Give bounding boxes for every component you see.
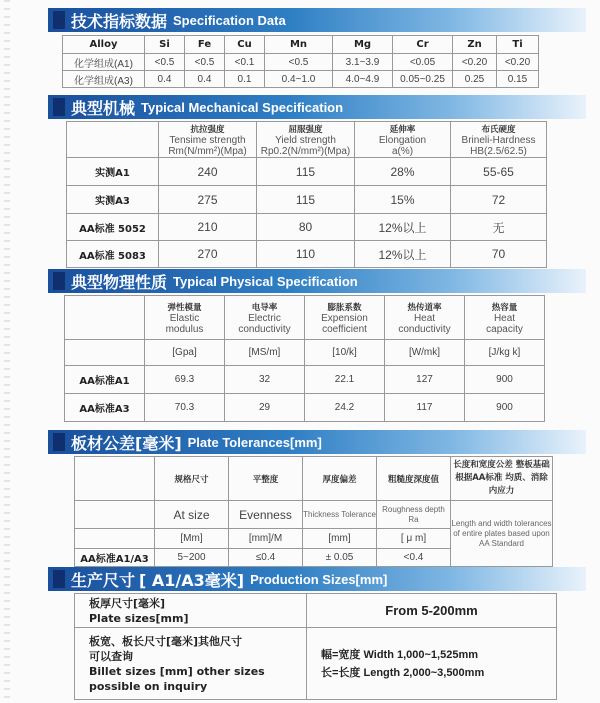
mech-banner [48, 95, 586, 119]
mech-cell: 110 [257, 241, 355, 268]
spec-cell: 4.0~4.9 [333, 71, 393, 88]
phys-cell: 69.3 [145, 366, 225, 394]
header-en: Heat [493, 312, 516, 324]
spec-cell: 0.15 [497, 71, 539, 88]
tol-cell: 5~200 [155, 549, 229, 567]
mech-header-row [67, 122, 547, 158]
phys-cell: 117 [385, 394, 465, 422]
spec-cell: 0.4 [185, 71, 225, 88]
plate-size-en: Plate sizes[mm] [89, 611, 189, 625]
spec-header-cell: Zn [453, 36, 497, 54]
table-row [63, 71, 539, 88]
phys-units-row [65, 340, 545, 366]
billet-size-cn-2: 可以查询 [89, 649, 133, 663]
header-en: Heat [413, 312, 436, 324]
spec-cell: 化学组成(A1) [63, 54, 145, 71]
spec-cell: <0.20 [497, 54, 539, 71]
spec-cell: <0.20 [453, 54, 497, 71]
header-cn: 热容量 [491, 302, 518, 313]
header-cn: 布氏硬度 [481, 124, 516, 135]
spec-table [62, 35, 539, 88]
section-marker [53, 98, 65, 116]
phys-title-cn: 典型物理性质 [71, 272, 168, 292]
mech-header-cell [159, 122, 257, 158]
row-label: 实测A1 [67, 158, 159, 186]
tol-corner [75, 529, 155, 549]
mech-title-cn: 典型机械 [71, 98, 136, 118]
phys-unit: [Gpa] [145, 340, 225, 366]
header-en: Rm(N/mm²)(Mpa) [168, 145, 247, 157]
header-en: capacity [486, 323, 523, 335]
header-cn: 长度和宽度公差 整板基础根据AA标准 均质、消除内应力 [453, 460, 550, 496]
header-en: Yield strength [275, 134, 336, 146]
header-en: conductivity [238, 323, 291, 335]
phys-unit: [W/mk] [385, 340, 465, 366]
plate-size-label [75, 594, 307, 628]
header-cn: 电导率 [251, 302, 278, 313]
spec-cell: <0.1 [225, 54, 265, 71]
row-label: AA标准 5083 [67, 241, 159, 268]
phys-unit: [J/kg k] [465, 340, 545, 366]
phys-header-cell [305, 296, 385, 340]
spec-cell: <0.5 [185, 54, 225, 71]
tol-header-en: Evenness [229, 501, 303, 529]
mech-cell: 115 [257, 158, 355, 186]
tol-header-cell [377, 457, 451, 501]
tol-header-cell [451, 457, 553, 501]
spec-header-cell: Mn [265, 36, 333, 54]
spec-title-en: Specification Data [173, 12, 286, 28]
table-row [65, 394, 545, 422]
billet-size-cn: 板宽、板长尺寸[毫米]其他尺寸 [89, 634, 243, 648]
row-label: AA标准A3 [65, 394, 145, 422]
header-en: Tensime strength [169, 134, 246, 146]
prod-title-en: Production Sizes[mm] [250, 571, 388, 587]
spec-header-cell: Ti [497, 36, 539, 54]
spec-cell: 0.4~1.0 [265, 71, 333, 88]
phys-table [64, 295, 545, 422]
billet-size-en-2: possible on inquiry [89, 679, 208, 693]
header-en: conductivity [398, 323, 451, 335]
tol-unit: [Mm] [155, 529, 229, 549]
tol-table [74, 456, 553, 567]
tol-cell: ± 0.05 [303, 549, 377, 567]
plate-size-value: From 5-200mm [307, 594, 557, 628]
mech-cell: 无 [451, 214, 547, 241]
header-cn: 厚度偏差 [322, 474, 357, 485]
mech-corner [67, 122, 159, 158]
mech-cell: 275 [159, 186, 257, 214]
mech-cell: 72 [451, 186, 547, 214]
prod-title-cn: 生产尺寸 [71, 570, 136, 590]
mech-cell: 210 [159, 214, 257, 241]
header-en: Brineli-Hardness [461, 134, 536, 146]
spec-header-cell: Si [145, 36, 185, 54]
tol-cell: <0.4 [377, 549, 451, 567]
phys-banner [48, 269, 586, 293]
phys-cell: 32 [225, 366, 305, 394]
tol-unit: [mm] [303, 529, 377, 549]
spec-header-cell: Fe [185, 36, 225, 54]
spec-cell: 3.1~3.9 [333, 54, 393, 71]
table-row [75, 594, 557, 628]
mech-header-cell [451, 122, 547, 158]
mech-cell: 115 [257, 186, 355, 214]
spec-cell: 0.05~0.25 [393, 71, 453, 88]
mech-cell: 270 [159, 241, 257, 268]
tol-unit: [ μ m] [377, 529, 451, 549]
phys-header-cell [225, 296, 305, 340]
mech-header-cell [257, 122, 355, 158]
section-marker [53, 272, 65, 290]
table-row [67, 214, 547, 241]
header-en: a(%) [391, 145, 414, 157]
header-cn: 规格尺寸 [174, 474, 209, 485]
section-marker [53, 11, 65, 29]
row-label: AA标准A1/A3 [75, 549, 155, 567]
phys-cell: 900 [465, 394, 545, 422]
billet-size-label [75, 628, 307, 700]
spec-cell: <0.5 [145, 54, 185, 71]
phys-corner [65, 340, 145, 366]
phys-corner [65, 296, 145, 340]
header-cn: 屈服强度 [288, 124, 323, 135]
spec-header-cell: Mg [333, 36, 393, 54]
spec-cell: 0.25 [453, 71, 497, 88]
tol-header-en: Roughness depth Ra [377, 501, 451, 529]
header-en: Elongation [378, 134, 427, 146]
tol-header-en: At size [155, 501, 229, 529]
mech-cell: 15% [355, 186, 451, 214]
table-row [67, 158, 547, 186]
row-label: 实测A3 [67, 186, 159, 214]
tol-corner [75, 457, 155, 501]
tol-header-cell [155, 457, 229, 501]
tol-cell: ≤0.4 [229, 549, 303, 567]
spec-cell: <0.5 [265, 54, 333, 71]
spec-header-cell: Cu [225, 36, 265, 54]
header-cn: 粗糙度深度值 [387, 474, 439, 485]
header-en: HB(2.5/62.5) [470, 145, 527, 157]
row-label: AA标准 5052 [67, 214, 159, 241]
page-edge-decoration [4, 0, 10, 703]
tol-title-en: Plate Tolerances[mm] [187, 434, 322, 450]
phys-cell: 24.2 [305, 394, 385, 422]
spec-cell: 化学组成(A3) [63, 71, 145, 88]
header-cn: 膨胀系数 [327, 302, 362, 313]
table-row [63, 54, 539, 71]
mech-header-cell [355, 122, 451, 158]
mech-cell: 28% [355, 158, 451, 186]
prod-banner [48, 567, 586, 591]
header-en: Expension [321, 312, 368, 324]
table-row [65, 366, 545, 394]
header-cn: 弹性模量 [167, 302, 202, 313]
prod-table [74, 593, 557, 700]
phys-unit: [MS/m] [225, 340, 305, 366]
spec-cell: 0.4 [145, 71, 185, 88]
mech-cell: 12%以上 [355, 241, 451, 268]
header-en: Electric [248, 312, 281, 324]
mech-cell: 12%以上 [355, 214, 451, 241]
mech-cell: 55-65 [451, 158, 547, 186]
phys-header-cell [385, 296, 465, 340]
tol-header-cell [229, 457, 303, 501]
tol-en-row [75, 501, 553, 529]
width-line: 幅=宽度 Width 1,000~1,525mm [321, 648, 479, 661]
phys-cell: 70.3 [145, 394, 225, 422]
phys-header-cell [145, 296, 225, 340]
spec-cell: 0.1 [225, 71, 265, 88]
phys-title-en: Typical Physical Specification [173, 273, 358, 289]
phys-cell: 900 [465, 366, 545, 394]
header-en: Elastic [169, 312, 200, 324]
tol-header-cell [303, 457, 377, 501]
phys-header-cell [465, 296, 545, 340]
spec-header-cell: Cr [393, 36, 453, 54]
header-en: modulus [165, 323, 204, 335]
header-cn: 延伸率 [389, 124, 416, 135]
spec-banner [48, 8, 586, 32]
spec-cell: <0.05 [393, 54, 453, 71]
mech-cell: 80 [257, 214, 355, 241]
spec-header-cell: Alloy [63, 36, 145, 54]
phys-cell: 127 [385, 366, 465, 394]
header-cn: 热传道率 [407, 302, 442, 313]
billet-size-values [307, 628, 557, 700]
tol-header-row [75, 457, 553, 501]
spec-title-cn: 技术指标数据 [71, 11, 168, 31]
tol-unit: [mm]/M [229, 529, 303, 549]
tol-corner [75, 501, 155, 529]
mech-cell: 240 [159, 158, 257, 186]
tol-note: Length and width tolerances of entire plates based upon AA Standard [451, 501, 553, 567]
section-marker [53, 433, 65, 451]
tol-header-en: Thickness Tolerance [303, 501, 377, 529]
length-line: 长=长度 Length 2,000~3,500mm [321, 666, 485, 679]
header-en: coefficient [322, 323, 367, 335]
mech-cell: 70 [451, 241, 547, 268]
spec-header-row [63, 36, 539, 54]
table-row [67, 186, 547, 214]
section-marker [53, 570, 65, 588]
phys-cell: 29 [225, 394, 305, 422]
header-cn: 抗拉强度 [190, 124, 225, 135]
tol-banner [48, 430, 586, 454]
plate-size-cn: 板厚尺寸[毫米] [89, 596, 166, 610]
table-row [75, 628, 557, 700]
table-row [67, 241, 547, 268]
phys-header-row [65, 296, 545, 340]
row-label: AA标准A1 [65, 366, 145, 394]
phys-cell: 22.1 [305, 366, 385, 394]
header-cn: 平整度 [252, 474, 279, 485]
prod-title-mid: [ A1/A3毫米] [139, 570, 245, 590]
phys-unit: [10/k] [305, 340, 385, 366]
mech-table [66, 121, 547, 268]
header-en: Rp0.2(N/mm²)(Mpa) [260, 145, 351, 157]
tol-title-cn: 板材公差[毫米] [71, 433, 182, 453]
mech-title-en: Typical Mechanical Specification [141, 99, 344, 115]
billet-size-en: Billet sizes [mm] other sizes [89, 664, 265, 678]
